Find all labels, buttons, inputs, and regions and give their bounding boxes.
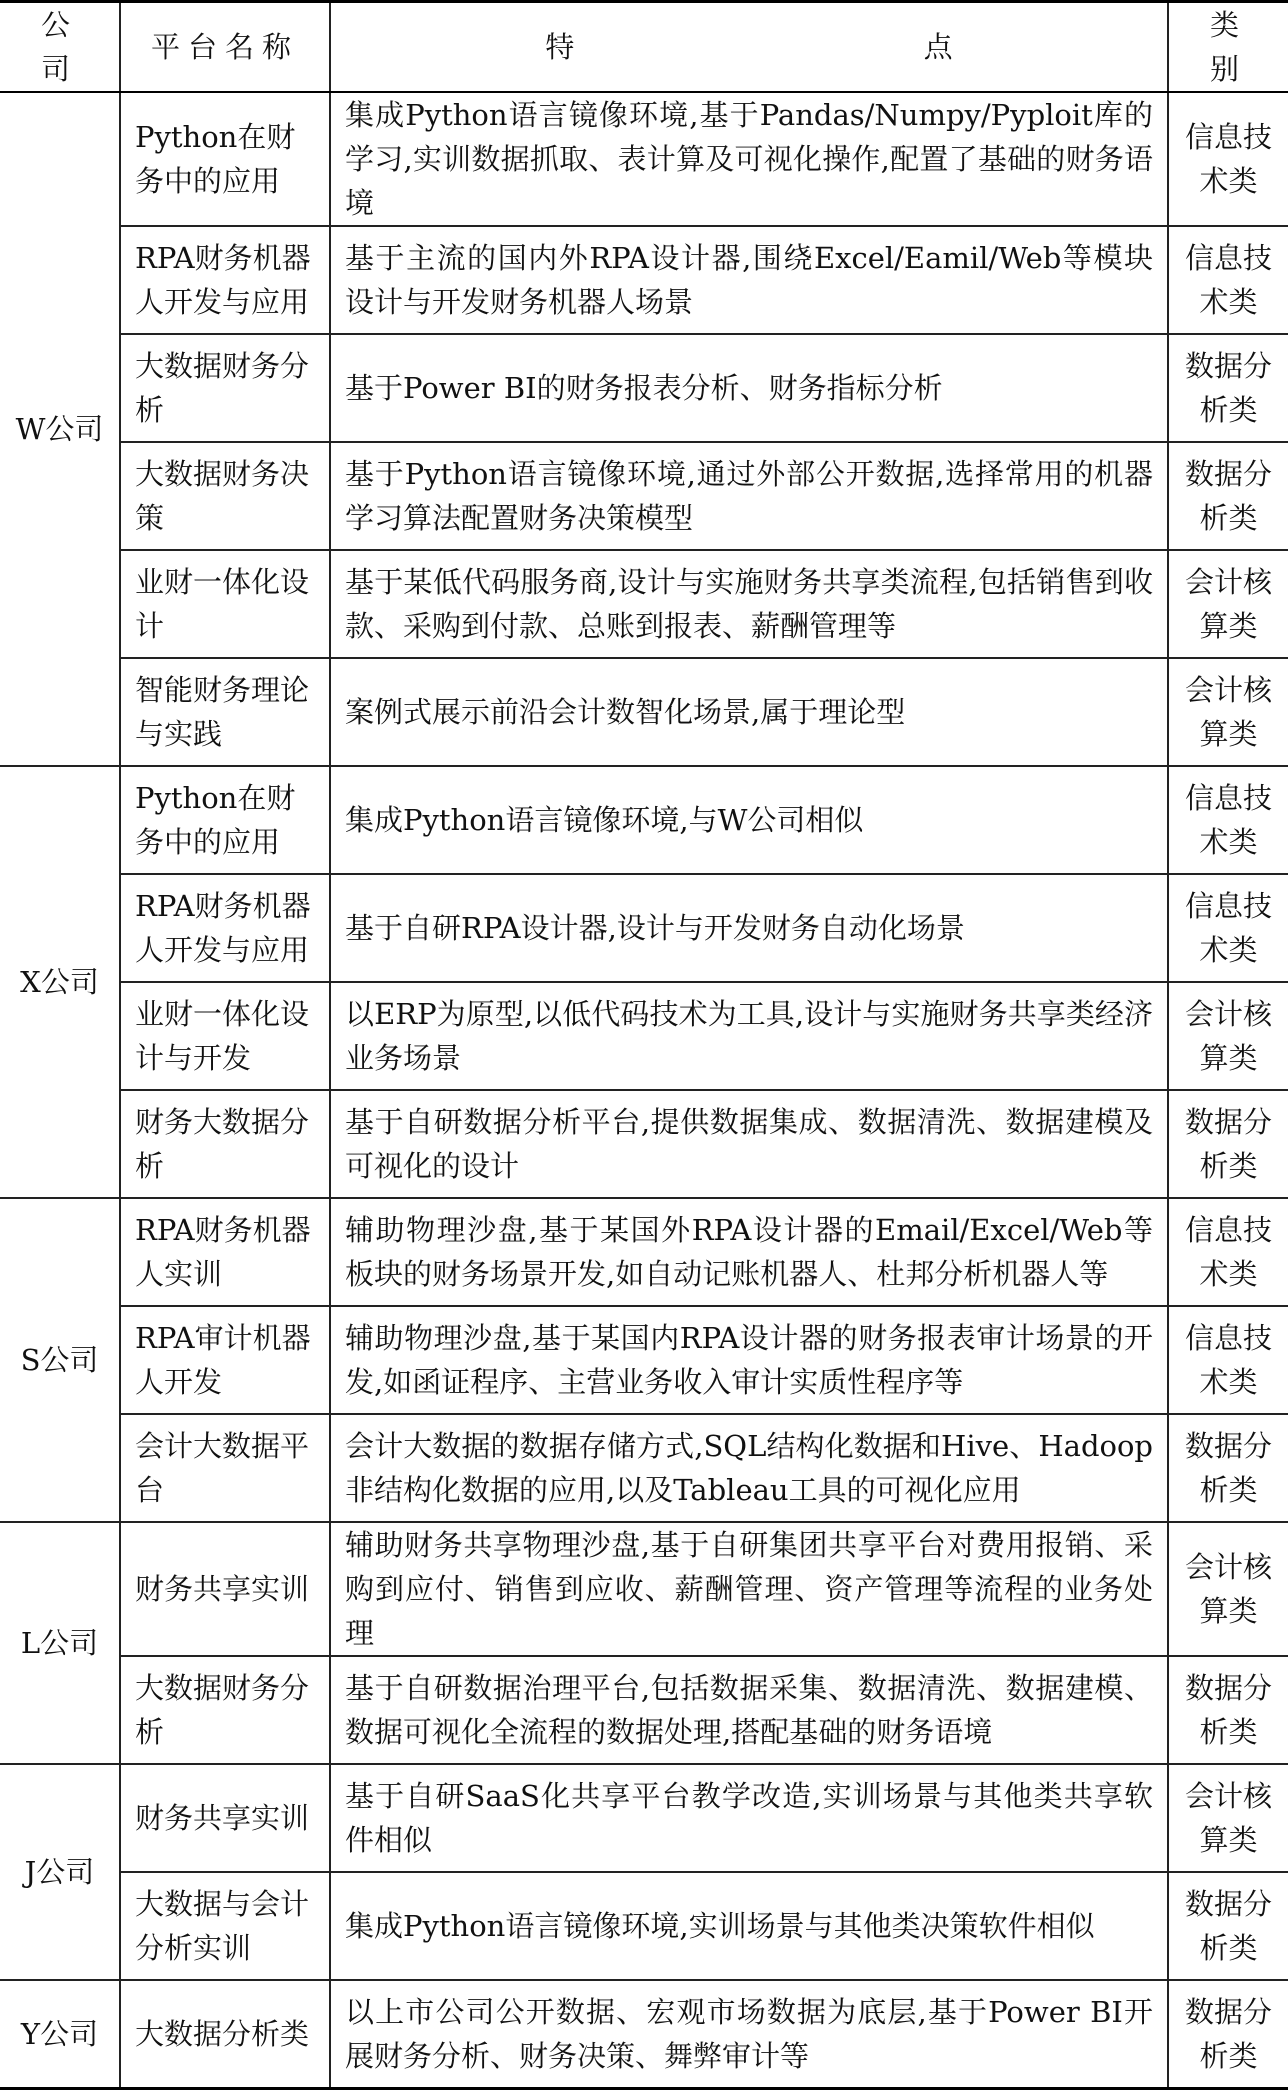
header-category: 类 别 xyxy=(1168,2,1288,93)
platform-cell: 大数据与会计分析实训 xyxy=(120,1872,330,1980)
category-cell: 会计核算类 xyxy=(1168,1522,1288,1656)
category-cell: 信息技术类 xyxy=(1168,226,1288,334)
platform-cell: 大数据财务决策 xyxy=(120,442,330,550)
feature-cell: 基于自研SaaS化共享平台教学改造,实训场景与其他类共享软件相似 xyxy=(330,1764,1168,1872)
platform-cell: RPA财务机器人开发与应用 xyxy=(120,874,330,982)
platform-cell: RPA财务机器人开发与应用 xyxy=(120,226,330,334)
table-row xyxy=(0,1980,1288,2088)
platform-cell: 业财一体化设计 xyxy=(120,550,330,658)
header-platform: 平台名称 xyxy=(120,2,330,93)
category-cell: 信息技术类 xyxy=(1168,92,1288,226)
feature-cell: 基于主流的国内外RPA设计器,围绕Excel/Eamil/Web等模块设计与开发财务机器人场景 xyxy=(330,226,1168,334)
feature-cell: 基于自研数据治理平台,包括数据采集、数据清洗、数据建模、数据可视化全流程的数据处理,搭配基础的财务语境 xyxy=(330,1656,1168,1764)
table-row xyxy=(0,226,1288,334)
platform-cell: 财务共享实训 xyxy=(120,1764,330,1872)
category-cell: 会计核算类 xyxy=(1168,1764,1288,1872)
category-cell: 数据分析类 xyxy=(1168,442,1288,550)
platform-cell: RPA审计机器人开发 xyxy=(120,1306,330,1414)
category-cell: 信息技术类 xyxy=(1168,1306,1288,1414)
company-cell: Y公司 xyxy=(0,1980,120,2088)
company-cell: S公司 xyxy=(0,1198,120,1522)
feature-cell: 辅助物理沙盘,基于某国内RPA设计器的财务报表审计场景的开发,如函证程序、主营业务收入审计实质性程序等 xyxy=(330,1306,1168,1414)
category-cell: 信息技术类 xyxy=(1168,766,1288,874)
table-row xyxy=(0,658,1288,766)
platform-cell: 大数据分析类 xyxy=(120,1980,330,2088)
category-cell: 会计核算类 xyxy=(1168,658,1288,766)
feature-cell: 集成Python语言镜像环境,实训场景与其他类决策软件相似 xyxy=(330,1872,1168,1980)
feature-cell: 集成Python语言镜像环境,基于Pandas/Numpy/Pyploit库的学习,实训数据抓取、表计算及可视化操作,配置了基础的财务语境 xyxy=(330,92,1168,226)
category-cell: 数据分析类 xyxy=(1168,1414,1288,1522)
platform-cell: 业财一体化设计与开发 xyxy=(120,982,330,1090)
feature-cell: 会计大数据的数据存储方式,SQL结构化数据和Hive、Hadoop非结构化数据的应用,以及Tableau工具的可视化应用 xyxy=(330,1414,1168,1522)
table-row xyxy=(0,550,1288,658)
category-cell: 数据分析类 xyxy=(1168,1090,1288,1198)
feature-cell: 以ERP为原型,以低代码技术为工具,设计与实施财务共享类经济业务场景 xyxy=(330,982,1168,1090)
category-cell: 数据分析类 xyxy=(1168,1656,1288,1764)
platform-cell: RPA财务机器人实训 xyxy=(120,1198,330,1306)
company-cell: J公司 xyxy=(0,1764,120,1980)
platform-cell: 大数据财务分析 xyxy=(120,1656,330,1764)
feature-cell: 案例式展示前沿会计数智化场景,属于理论型 xyxy=(330,658,1168,766)
company-cell: L公司 xyxy=(0,1522,120,1764)
feature-cell: 基于Python语言镜像环境,通过外部公开数据,选择常用的机器学习算法配置财务决策模型 xyxy=(330,442,1168,550)
table-row xyxy=(0,1414,1288,1522)
platform-cell: Python在财务中的应用 xyxy=(120,92,330,226)
feature-cell: 基于某低代码服务商,设计与实施财务共享类流程,包括销售到收款、采购到付款、总账到报表、薪酬管理等 xyxy=(330,550,1168,658)
table-row xyxy=(0,766,1288,874)
category-cell: 数据分析类 xyxy=(1168,1980,1288,2088)
table-row xyxy=(0,1198,1288,1306)
category-cell: 会计核算类 xyxy=(1168,550,1288,658)
company-cell: X公司 xyxy=(0,766,120,1198)
platform-cell: 大数据财务分析 xyxy=(120,334,330,442)
table-row xyxy=(0,442,1288,550)
feature-cell: 集成Python语言镜像环境,与W公司相似 xyxy=(330,766,1168,874)
header-row xyxy=(0,2,1288,93)
platform-cell: 会计大数据平台 xyxy=(120,1414,330,1522)
platform-cell: 财务大数据分析 xyxy=(120,1090,330,1198)
company-cell: W公司 xyxy=(0,92,120,766)
header-feature: 特 点 xyxy=(330,2,1168,93)
feature-cell: 以上市公司公开数据、宏观市场数据为底层,基于Power BI开展财务分析、财务决策、舞弊审计等 xyxy=(330,1980,1168,2088)
feature-cell: 辅助物理沙盘,基于某国外RPA设计器的Email/Excel/Web等板块的财务场景开发,如自动记账机器人、杜邦分析机器人等 xyxy=(330,1198,1168,1306)
category-cell: 会计核算类 xyxy=(1168,982,1288,1090)
feature-cell: 基于自研RPA设计器,设计与开发财务自动化场景 xyxy=(330,874,1168,982)
table-row xyxy=(0,1764,1288,1872)
table-header xyxy=(0,2,1288,93)
category-cell: 数据分析类 xyxy=(1168,334,1288,442)
table-row xyxy=(0,874,1288,982)
platform-cell: 智能财务理论与实践 xyxy=(120,658,330,766)
feature-cell: 辅助财务共享物理沙盘,基于自研集团共享平台对费用报销、采购到应付、销售到应收、薪酬管理、资产管理等流程的业务处理 xyxy=(330,1522,1168,1656)
table-row xyxy=(0,1656,1288,1764)
header-company: 公 司 xyxy=(0,2,120,93)
category-cell: 信息技术类 xyxy=(1168,874,1288,982)
category-cell: 数据分析类 xyxy=(1168,1872,1288,1980)
feature-cell: 基于自研数据分析平台,提供数据集成、数据清洗、数据建模及可视化的设计 xyxy=(330,1090,1168,1198)
table-row xyxy=(0,1306,1288,1414)
table-row xyxy=(0,1090,1288,1198)
table-row xyxy=(0,92,1288,226)
category-cell: 信息技术类 xyxy=(1168,1198,1288,1306)
feature-cell: 基于Power BI的财务报表分析、财务指标分析 xyxy=(330,334,1168,442)
platform-cell: 财务共享实训 xyxy=(120,1522,330,1656)
table-body xyxy=(0,92,1288,2088)
table-row xyxy=(0,334,1288,442)
table-row xyxy=(0,1872,1288,1980)
platform-cell: Python在财务中的应用 xyxy=(120,766,330,874)
table-row xyxy=(0,982,1288,1090)
table-row xyxy=(0,1522,1288,1656)
